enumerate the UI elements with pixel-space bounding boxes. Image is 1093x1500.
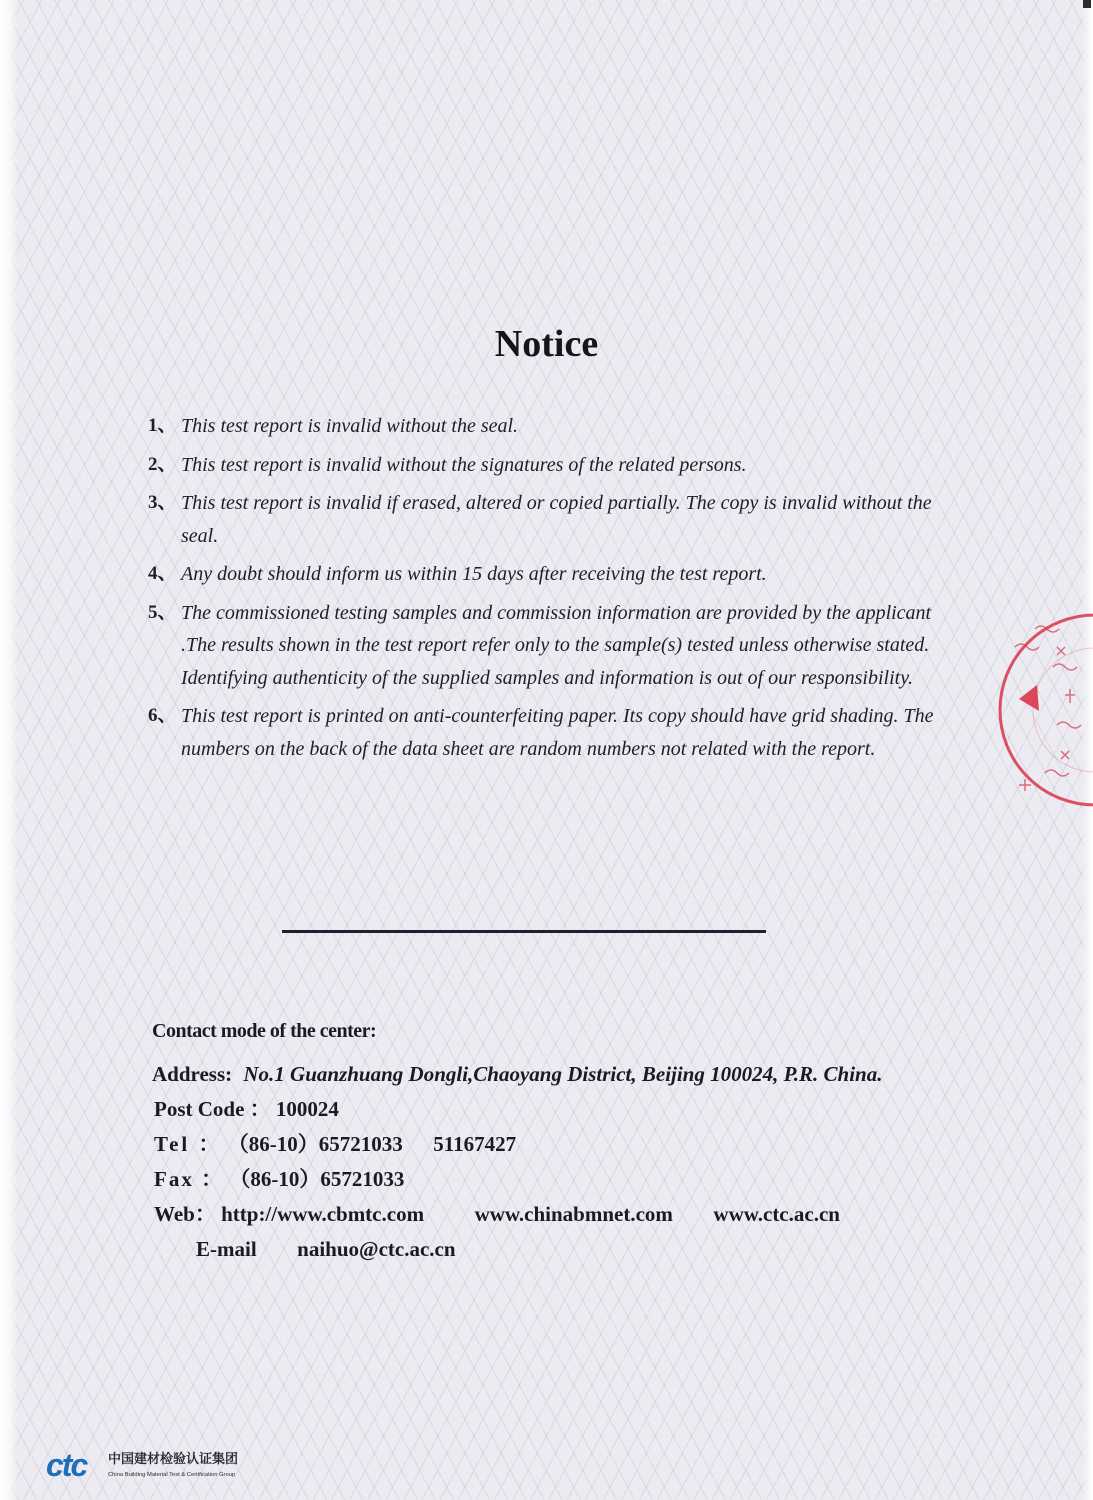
logo-mark: ctc xyxy=(46,1447,87,1483)
postcode-label: Post Code ： xyxy=(154,1097,271,1121)
web-row xyxy=(152,1197,882,1232)
address-value: No.1 Guanzhuang Dongli,Chaoyang District, Beijing 100024, P.R. China. xyxy=(243,1062,883,1086)
notice-text: The commissioned testing samples and commission information are provided by the applicant .The results shown in the test report refer only to the sample(s) tested unless otherwise stated. Identifying authenticity of the supplied samples and information is out of our responsibility. xyxy=(181,601,932,689)
ctc-logo xyxy=(46,1446,286,1486)
notice-item-5 xyxy=(148,597,948,695)
fax-row xyxy=(152,1162,882,1197)
notice-number: 3、 xyxy=(148,492,177,513)
email-label: E-mail xyxy=(196,1237,257,1261)
notice-text: This test report is printed on anti-counterfeiting paper. Its copy should have grid shading. The numbers on the back of the data sheet are random numbers not related with the report. xyxy=(181,705,934,760)
web-label: Web： xyxy=(154,1202,216,1226)
notice-number: 6、 xyxy=(148,705,177,726)
notice-list xyxy=(148,410,948,771)
notice-text: This test report is invalid without the seal. xyxy=(181,415,519,437)
red-seal-stamp xyxy=(995,607,1093,817)
web-link-2[interactable]: www.chinabmnet.com xyxy=(474,1202,673,1226)
divider-line xyxy=(282,930,766,933)
notice-item-4 xyxy=(148,558,948,591)
fax-value: （86-10）65721033 xyxy=(229,1167,405,1191)
notice-text: This test report is invalid if erased, altered or copied partially. The copy is invalid without the seal. xyxy=(181,492,932,547)
tel-row xyxy=(152,1127,882,1162)
notice-text: This test report is invalid without the signatures of the related persons. xyxy=(181,453,747,476)
notice-item-3 xyxy=(148,487,941,552)
tel-value: （86-10）65721033 xyxy=(227,1132,403,1156)
notice-number: 4、 xyxy=(148,563,177,584)
postcode-row xyxy=(152,1092,882,1127)
web-link-1[interactable]: http://www.cbmtc.com xyxy=(221,1202,425,1226)
notice-item-1 xyxy=(148,410,948,443)
tel-label: Tel ： xyxy=(154,1132,223,1156)
page-title: Notice xyxy=(494,323,599,365)
address-row xyxy=(152,1057,882,1092)
email-row xyxy=(152,1232,882,1267)
corner-mark xyxy=(1083,0,1091,8)
notice-number: 1、 xyxy=(148,415,177,436)
page-edge-left xyxy=(0,0,18,1500)
email-value[interactable]: naihuo@ctc.ac.cn xyxy=(297,1237,456,1261)
notice-item-6 xyxy=(148,700,951,765)
notice-item-2 xyxy=(148,449,948,482)
logo-english-name: China Building Material Test & Certification Group xyxy=(108,1472,236,1478)
contact-section xyxy=(152,1020,882,1267)
contact-heading: Contact mode of the center: xyxy=(152,1020,377,1042)
notice-text: Any doubt should inform us within 15 days after receiving the test report. xyxy=(181,563,767,585)
postcode-value: 100024 xyxy=(275,1097,339,1121)
notice-number: 2、 xyxy=(148,453,177,475)
web-link-3[interactable]: www.ctc.ac.cn xyxy=(713,1202,840,1226)
tel-value-2: 51167427 xyxy=(433,1132,517,1156)
fax-label: Fax ： xyxy=(154,1167,225,1191)
address-label: Address: xyxy=(152,1062,233,1086)
notice-number: 5、 xyxy=(148,601,177,623)
logo-chinese-name: 中国建材检验认证集团 xyxy=(108,1452,239,1467)
